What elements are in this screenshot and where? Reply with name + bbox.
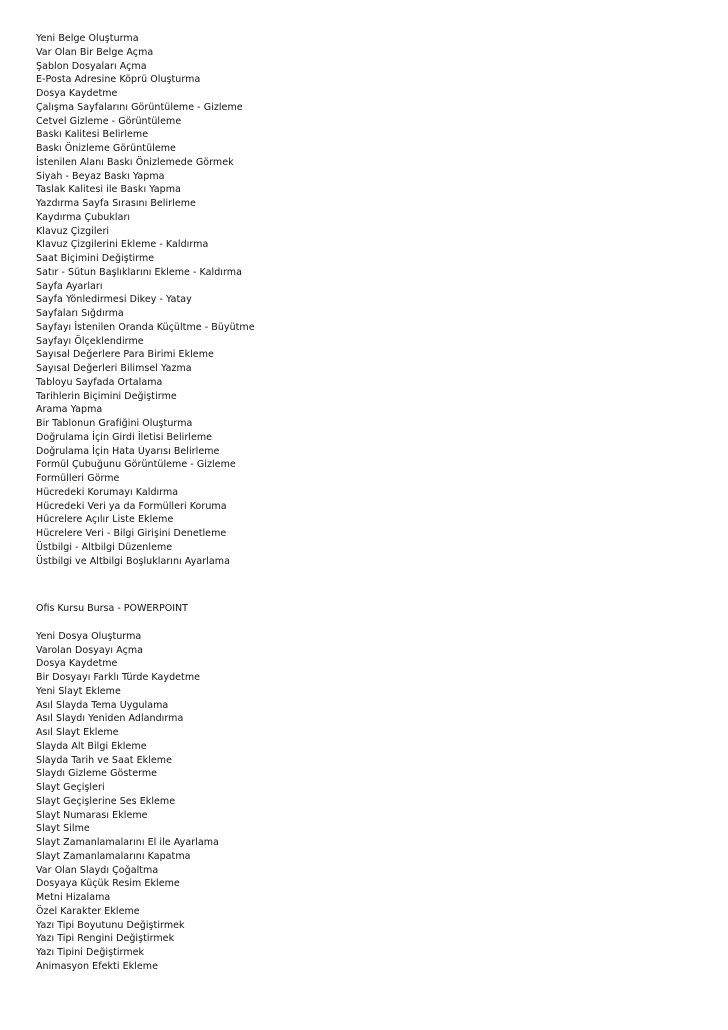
powerpoint-section-title: Ofis Kursu Bursa - POWERPOINT bbox=[36, 603, 188, 615]
topic-line: Yeni Dosya Oluşturma bbox=[36, 630, 142, 642]
topic-line: Asıl Slayda Tema Uygulama bbox=[36, 699, 169, 711]
topic-line: Siyah - Beyaz Baskı Yapma bbox=[36, 170, 165, 182]
topic-line: Sayısal Değerleri Bilimsel Yazma bbox=[36, 363, 192, 374]
topic-line: Slayda Tarih ve Saat Ekleme bbox=[36, 754, 172, 766]
excel-topic-list bbox=[36, 32, 696, 568]
topic-line: Hücredeki Korumayı Kaldırma bbox=[36, 486, 179, 498]
topic-line: Hücrelere Veri - Bilgi Girişini Denetleme bbox=[36, 528, 227, 539]
topic-line: İstenilen Alanı Baskı Önizlemede Görmek bbox=[36, 156, 234, 168]
topic-line: Asıl Slaydı Yeniden Adlandırma bbox=[36, 713, 184, 725]
topic-line: Hücredeki Veri ya da Formülleri Koruma bbox=[36, 500, 227, 512]
topic-line: Formül Çubuğunu Görüntüleme - Gizleme bbox=[36, 459, 236, 471]
topic-line: Dosya Kaydetme bbox=[36, 88, 118, 99]
topic-line: Slayt Geçişleri bbox=[36, 782, 105, 793]
title-gap bbox=[36, 616, 696, 630]
topic-line: Klavuz Çizgileri bbox=[36, 225, 110, 237]
topic-line: Slayt Silme bbox=[36, 823, 90, 835]
topic-line: Slaydı Gizleme Gösterme bbox=[36, 768, 158, 780]
topic-line: Slayt Zamanlamalarını Kapatma bbox=[36, 850, 191, 862]
topic-line: Sayısal Değerlere Para Birimi Ekleme bbox=[36, 349, 214, 361]
topic-line: Yazı Tipi Boyutunu Değiştirmek bbox=[36, 919, 185, 931]
topic-line: Yeni Belge Oluşturma bbox=[36, 33, 139, 44]
topic-line: Var Olan Slaydı Çoğaltma bbox=[36, 864, 159, 876]
topic-line: Var Olan Bir Belge Açma bbox=[36, 46, 154, 58]
topic-line: Sayfaları Sığdırma bbox=[36, 308, 124, 319]
topic-line: Bir Dosyayı Farklı Türde Kaydetme bbox=[36, 672, 201, 683]
topic-line: Özel Karakter Ekleme bbox=[36, 905, 140, 917]
topic-line: Cetvel Gizleme - Görüntüleme bbox=[36, 115, 182, 127]
topic-line: Yazı Tipi Rengini Değiştirmek bbox=[36, 933, 175, 945]
topic-line: Asıl Slayt Ekleme bbox=[36, 727, 119, 738]
topic-line: Slayt Geçişlerine Ses Ekleme bbox=[36, 795, 176, 807]
topic-line: Şablon Dosyaları Açma bbox=[36, 60, 147, 72]
topic-line: Doğrulama İçin Girdi İletisi Belirleme bbox=[36, 431, 213, 443]
topic-line: Doğrulama İçin Hata Uyarısı Belirleme bbox=[36, 445, 220, 457]
topic-line: Arama Yapma bbox=[36, 404, 103, 416]
section-gap bbox=[36, 568, 696, 602]
topic-line: Üstbilgi - Altbilgi Düzenleme bbox=[36, 541, 173, 553]
topic-line: Sayfayı Ölçeklendirme bbox=[36, 335, 144, 347]
topic-line: Saat Biçimini Değiştirme bbox=[36, 253, 155, 264]
topic-line: Baskı Kalitesi Belirleme bbox=[36, 129, 149, 141]
topic-line: Slayda Alt Bilgi Ekleme bbox=[36, 740, 147, 752]
topic-line: Slayt Zamanlamalarını El ile Ayarlama bbox=[36, 837, 219, 848]
topic-line: Formülleri Görme bbox=[36, 473, 120, 484]
topic-line: Bir Tablonun Grafiğini Oluşturma bbox=[36, 418, 193, 429]
topic-line: Çalışma Sayfalarını Görüntüleme - Gizleme bbox=[36, 101, 243, 113]
topic-line: Klavuz Çizgilerini Ekleme - Kaldırma bbox=[36, 239, 209, 251]
topic-line: Tarihlerin Biçimini Değiştirme bbox=[36, 390, 177, 402]
topic-line: Animasyon Efekti Ekleme bbox=[36, 960, 158, 972]
topic-line: Dosyaya Küçük Resim Ekleme bbox=[36, 878, 180, 890]
topic-line: Tabloyu Sayfada Ortalama bbox=[36, 376, 163, 388]
topic-line: Varolan Dosyayı Açma bbox=[36, 644, 144, 656]
topic-line: Satır - Sütun Başlıklarını Ekleme - Kaldırma bbox=[36, 266, 242, 278]
topic-line: Baskı Önizleme Görüntüleme bbox=[36, 143, 176, 154]
topic-line: Sayfayı İstenilen Oranda Küçültme - Büyütme bbox=[36, 321, 255, 333]
topic-line: Hücrelere Açılır Liste Ekleme bbox=[36, 514, 174, 526]
topic-line: Sayfa Ayarları bbox=[36, 280, 103, 292]
topic-line: Üstbilgi ve Altbilgi Boşluklarını Ayarlama bbox=[36, 555, 230, 567]
document-page bbox=[36, 32, 696, 974]
topic-line: Sayfa Yönledirmesi Dikey - Yatay bbox=[36, 294, 192, 306]
topic-line: Slayt Numarası Ekleme bbox=[36, 809, 148, 821]
powerpoint-topic-list bbox=[36, 630, 696, 974]
topic-line: Kaydırma Çubukları bbox=[36, 211, 131, 223]
topic-line: Taslak Kalitesi ile Baskı Yapma bbox=[36, 184, 181, 196]
topic-line: Dosya Kaydetme bbox=[36, 658, 118, 670]
topic-line: Yeni Slayt Ekleme bbox=[36, 685, 121, 697]
topic-line: Yazı Tipini Değiştirmek bbox=[36, 947, 145, 958]
topic-line: Metni Hizalama bbox=[36, 892, 111, 903]
topic-line: E-Posta Adresine Köprü Oluşturma bbox=[36, 74, 201, 86]
topic-line: Yazdırma Sayfa Sırasını Belirleme bbox=[36, 198, 196, 209]
